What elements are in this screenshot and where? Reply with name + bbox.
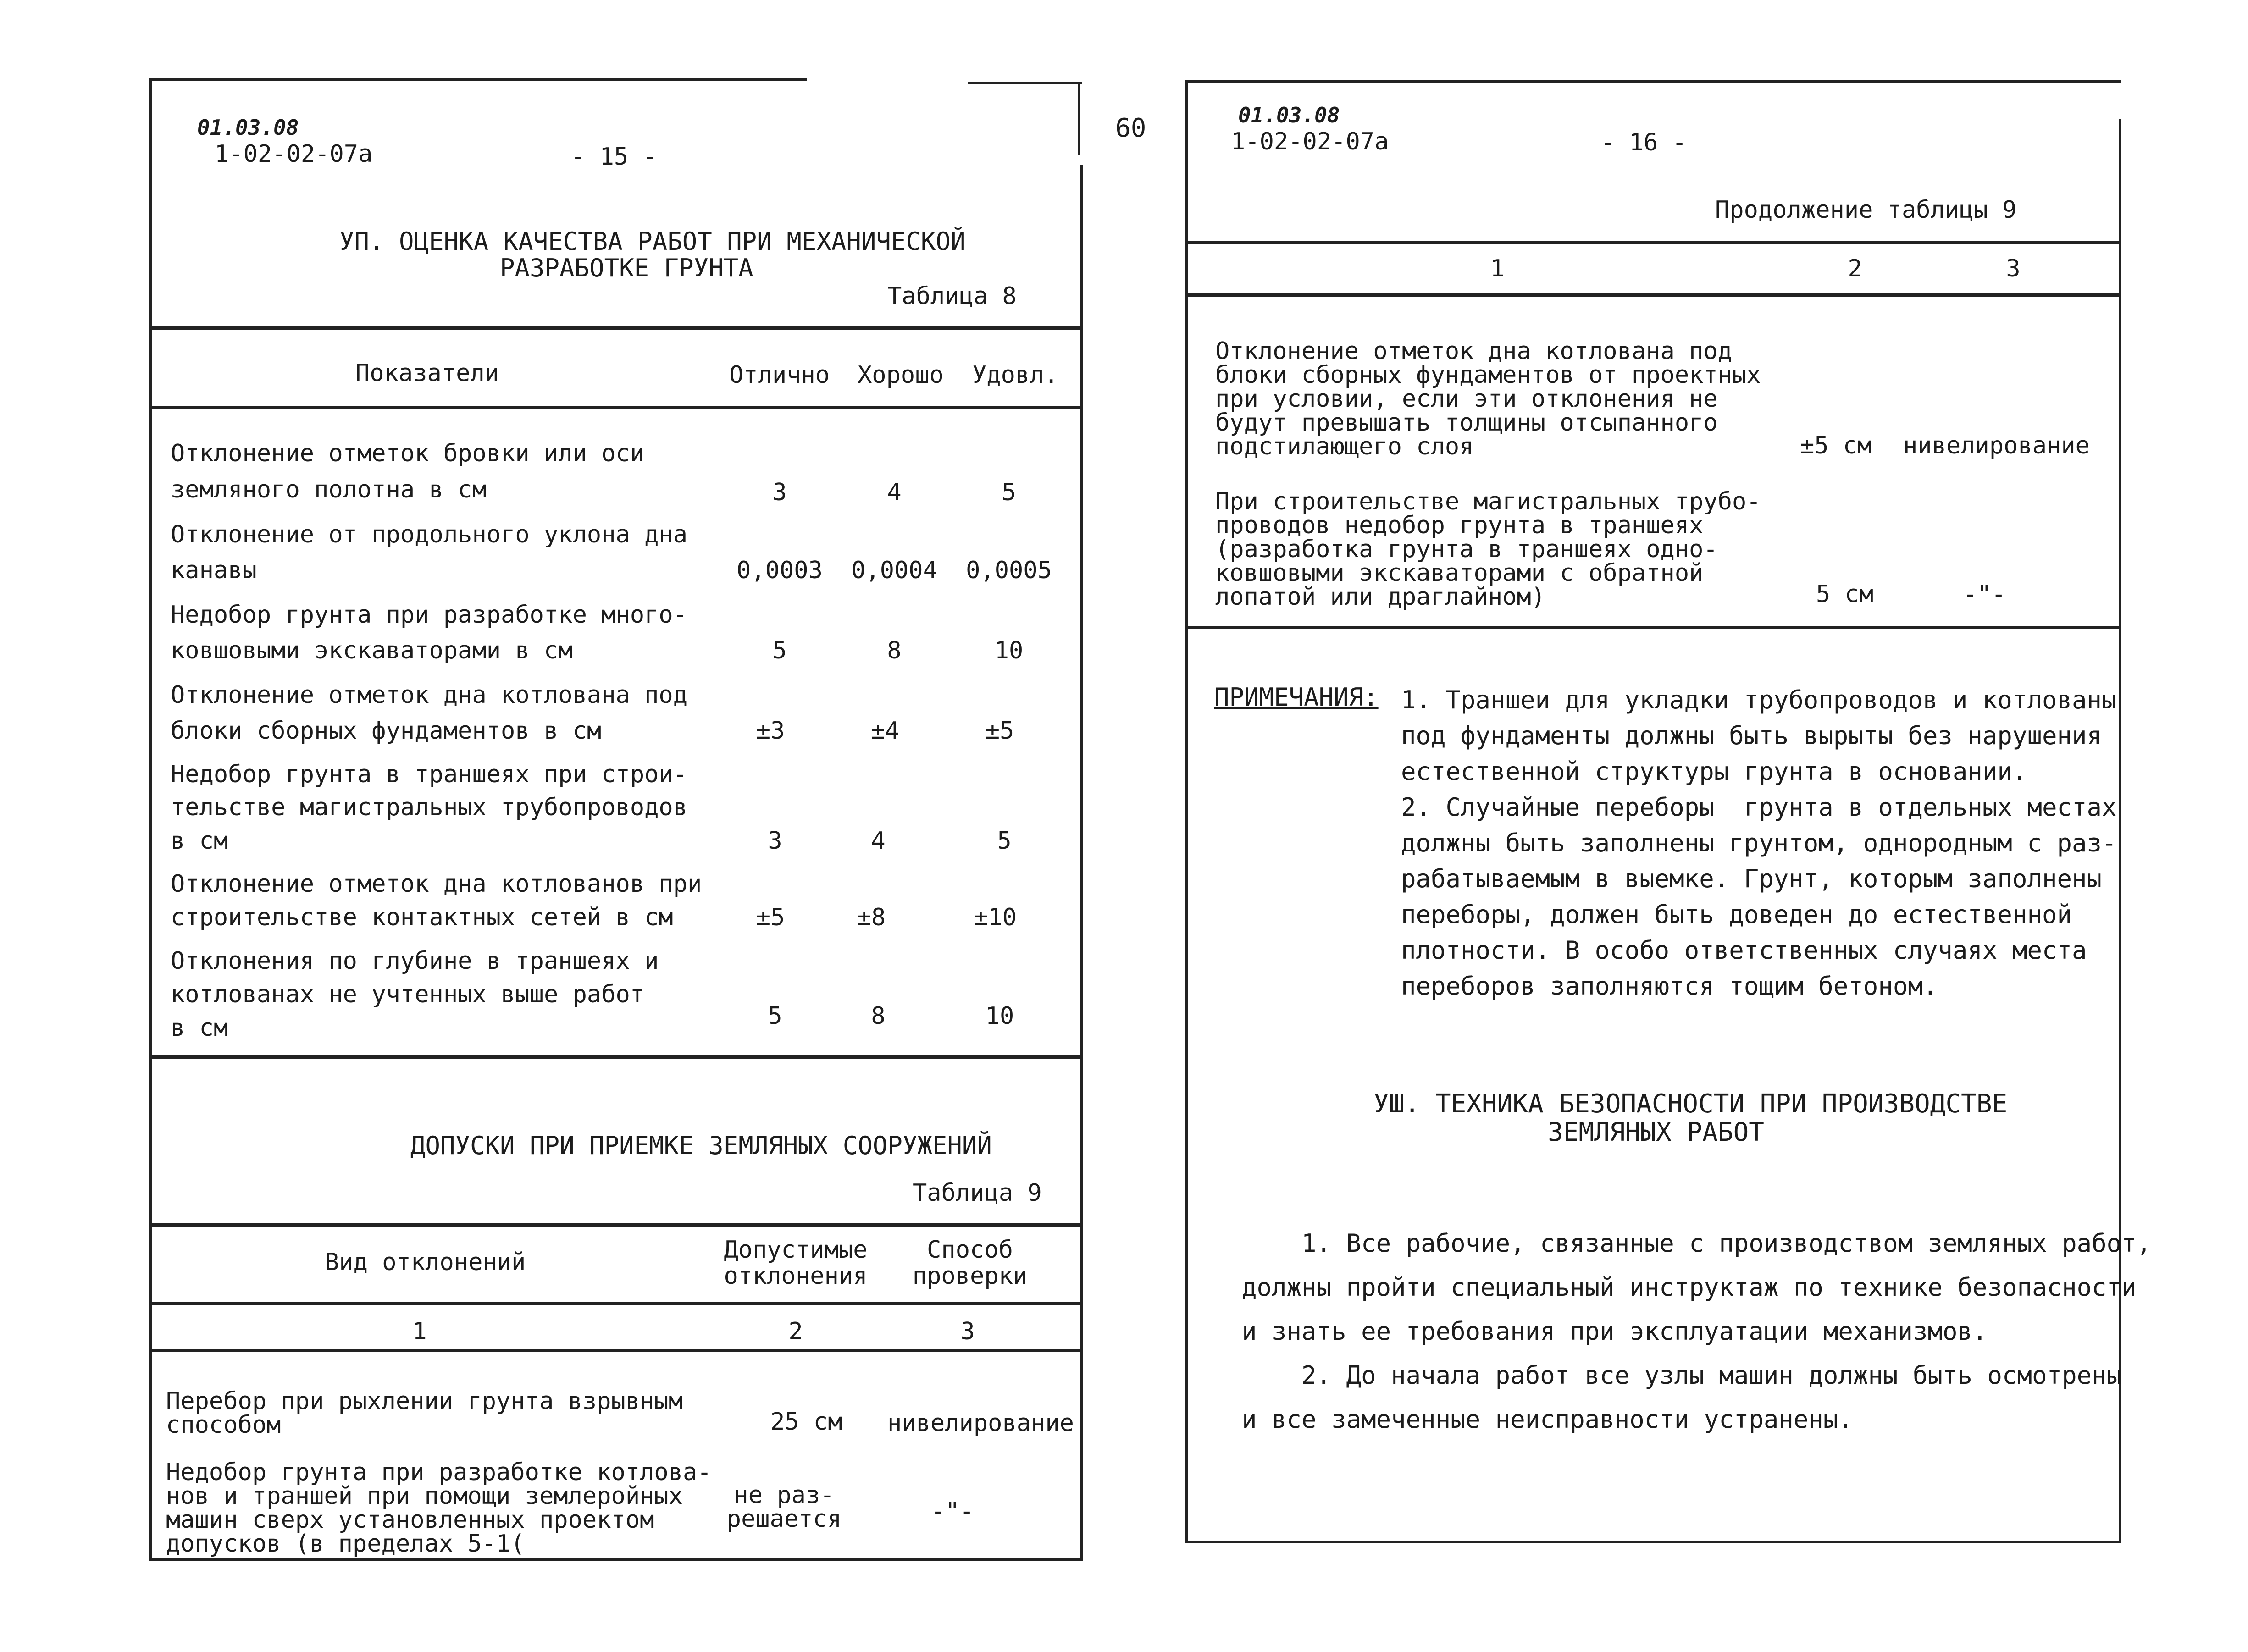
table9-top-rule xyxy=(149,1223,1083,1227)
right-page-number: - 16 - xyxy=(1600,129,1687,156)
right-doc-code: 1-02-02-07a xyxy=(1231,128,1389,155)
left-right-border xyxy=(1080,165,1083,1561)
table8-row6-satisfactory: ±10 xyxy=(974,904,1017,931)
table8-top-rule xyxy=(149,326,1083,330)
section7-title-line2: РАЗРАБОТКЕ ГРУНТА xyxy=(500,254,753,282)
table8-row5-line2: тельстве магистральных трубопроводов xyxy=(171,794,688,821)
table8-row5-good: 4 xyxy=(871,827,886,855)
table8-bottom-rule xyxy=(149,1055,1083,1059)
table8-row7-satisfactory: 10 xyxy=(985,1002,1014,1030)
table9-row1-text: Перебор при рыхлении грунта взрывным способом xyxy=(166,1387,683,1439)
table9-header-method-1: Способ xyxy=(927,1236,1013,1264)
table8-row4-excellent: ±3 xyxy=(756,717,785,745)
table9-colnum-3: 3 xyxy=(960,1318,975,1345)
table8-header-satisfactory: Удовл. xyxy=(972,361,1058,389)
table8-row3-line1: Недобор грунта при разработке много- xyxy=(171,601,688,629)
table9-row2-text: Недобор грунта при разработке котлова- нов и траншей при помощи землеройных машин сверх установленных проектом допусков (в пределах 5-1( xyxy=(166,1459,712,1558)
table9-colnum-rule xyxy=(149,1349,1083,1352)
left-page-number: - 15 - xyxy=(571,143,657,171)
table8-row1-good: 4 xyxy=(887,479,902,506)
table8-row6-good: ±8 xyxy=(857,904,886,931)
table9-colnum-2: 2 xyxy=(788,1318,803,1345)
section8-title-line1: УШ. ТЕХНИКА БЕЗОПАСНОСТИ ПРИ ПРОИЗВОДСТВЕ xyxy=(1373,1089,2008,1119)
table8-row4-line2: блоки сборных фундаментов в см xyxy=(171,717,602,745)
table8-header-indicators: Показатели xyxy=(355,359,499,387)
table9-title: ДОПУСКИ ПРИ ПРИЕМКЕ ЗЕМЛЯНЫХ СООРУЖЕНИЙ xyxy=(410,1131,992,1160)
table8-row3-good: 8 xyxy=(887,637,902,664)
left-handwritten-code: 01.03.08 xyxy=(197,115,299,140)
table8-header-good: Хорошо xyxy=(858,361,944,389)
notes-label: ПРИМЕЧАНИЯ: xyxy=(1214,683,1379,712)
table8-row4-satisfactory: ±5 xyxy=(985,717,1014,745)
right-top-border xyxy=(1185,80,2121,83)
table9-row1-value: 25 см xyxy=(770,1408,842,1436)
left-doc-code: 1-02-02-07a xyxy=(215,140,373,168)
table8-row4-line1: Отклонение отметок дна котлована под xyxy=(171,681,688,709)
notes-text: 1. Траншеи для укладки трубопроводов и котлованы под фундаменты должны быть вырыты без нарушения естественной структуры грунта в основании. 2. Случайные переборы грунта в отдельных местах должны быть заполнены грунтом, однородным с раз- рабатываемым в выемке. Грунт, которым заполнены переборы, должен быть доведен до естественной плотности. В особо ответственных случаях места переборов заполняются тощим бетоном. xyxy=(1401,685,2117,1000)
table9-row2-method: -"- xyxy=(931,1497,974,1525)
table8-row2-excellent: 0,0003 xyxy=(736,557,823,584)
table8-row5-line1: Недобор грунта в траншеях при строи- xyxy=(171,761,688,788)
right-left-border xyxy=(1185,80,1188,1543)
table8-row3-excellent: 5 xyxy=(772,637,787,664)
table8-row2-good: 0,0004 xyxy=(851,557,937,584)
table8-row7-good: 8 xyxy=(871,1002,886,1030)
table8-row2-line1: Отклонение от продольного уклона дна xyxy=(171,521,688,548)
table9-header-tolerance-2: отклонения xyxy=(724,1262,868,1290)
table9-continuation-label: Продолжение таблицы 9 xyxy=(1715,196,2017,224)
left-top-border-right xyxy=(968,82,1082,84)
table9-header-type: Вид отклонений xyxy=(325,1249,526,1276)
table8-row6-line2: строительстве контактных сетей в см xyxy=(171,904,673,931)
table8-header-rule xyxy=(149,406,1083,409)
table8-row6-excellent: ±5 xyxy=(756,904,785,931)
right-bottom-border xyxy=(1185,1541,2121,1543)
section8-text: 1. Все рабочие, связанные с производством земляных работ, должны пройти специальный инструктаж по технике безопасности и знать ее требования при эксплуатации механизмов. 2. До начала работ все узлы машин должны быть осмотрены и все замеченные неисправности устранены. xyxy=(1242,1229,2152,1434)
table8-row7-line3: в см xyxy=(171,1014,228,1042)
table8-row5-excellent: 3 xyxy=(768,827,782,855)
right-row2-method: -"- xyxy=(1963,580,2006,608)
center-page-number: 60 xyxy=(1115,113,1146,143)
right-row1-value: ±5 см xyxy=(1800,432,1872,459)
table8-row7-line1: Отклонения по глубине в траншеях и xyxy=(171,947,659,975)
table8-row2-line2: канавы xyxy=(171,557,257,584)
right-row1-text: Отклонение отметок дна котлована под блоки сборных фундаментов от проектных при условии, если эти отклонения не будут превышать толщины отсыпанного подстилающего слоя xyxy=(1215,337,1761,460)
right-row2-text: При строительстве магистральных трубо- проводов недобор грунта в траншеях (разработка грунта в траншеях одно- ковшовыми экскаваторами с обратной лопатой или драглайном) xyxy=(1215,488,1761,611)
table9-row2-value: не раз- решается xyxy=(726,1481,842,1533)
right-handwritten-code: 01.03.08 xyxy=(1238,103,1340,127)
table8-row5-line3: в см xyxy=(171,827,228,855)
table9-label: Таблица 9 xyxy=(913,1179,1042,1207)
table8-row1-line1: Отклонение отметок бровки или оси xyxy=(171,440,645,467)
table9-header-rule xyxy=(149,1302,1083,1305)
right-row1-method: нивелирование xyxy=(1903,432,2090,459)
right-row2-value: 5 см xyxy=(1816,580,1874,608)
table8-row1-excellent: 3 xyxy=(772,479,787,506)
left-top-border xyxy=(149,78,807,81)
table8-row7-excellent: 5 xyxy=(768,1002,782,1030)
table9-header-tolerance-1: Допустимые xyxy=(724,1236,868,1264)
right-colnum-3: 3 xyxy=(2006,255,2021,282)
left-right-border-top xyxy=(1078,82,1080,155)
table9-row1-method: нивелирование xyxy=(887,1409,1074,1437)
section7-title-line1: УП. ОЦЕНКА КАЧЕСТВА РАБОТ ПРИ МЕХАНИЧЕСКОЙ xyxy=(339,227,966,256)
left-left-border xyxy=(149,78,152,1561)
table9-colnum-1: 1 xyxy=(412,1318,427,1345)
right-colnum-2: 2 xyxy=(1848,255,1862,282)
table9-header-method-2: проверки xyxy=(912,1262,1028,1290)
right-colnum-1: 1 xyxy=(1490,255,1505,282)
right-colnum-rule xyxy=(1185,293,2121,297)
table8-row6-line1: Отклонение отметок дна котлованов при xyxy=(171,870,702,898)
table8-row7-line2: котлованах не учтенных выше работ xyxy=(171,981,645,1008)
table8-header-excellent: Отлично xyxy=(729,361,830,389)
table8-row4-good: ±4 xyxy=(870,717,900,745)
table8-row2-satisfactory: 0,0005 xyxy=(966,557,1052,584)
table9-bottom-rule xyxy=(149,1558,1083,1561)
right-table-bottom-rule xyxy=(1185,626,2121,629)
table8-row3-satisfactory: 10 xyxy=(994,637,1024,664)
table8-label: Таблица 8 xyxy=(887,282,1017,310)
table8-row1-satisfactory: 5 xyxy=(1002,479,1016,506)
right-table-top-rule xyxy=(1185,241,2121,244)
table8-row5-satisfactory: 5 xyxy=(997,827,1012,855)
table8-row1-line2: земляного полотна в см xyxy=(171,476,487,503)
table8-row3-line2: ковшовыми экскаваторами в см xyxy=(171,637,573,664)
section8-title-line2: ЗЕМЛЯНЫХ РАБОТ xyxy=(1548,1117,1765,1147)
